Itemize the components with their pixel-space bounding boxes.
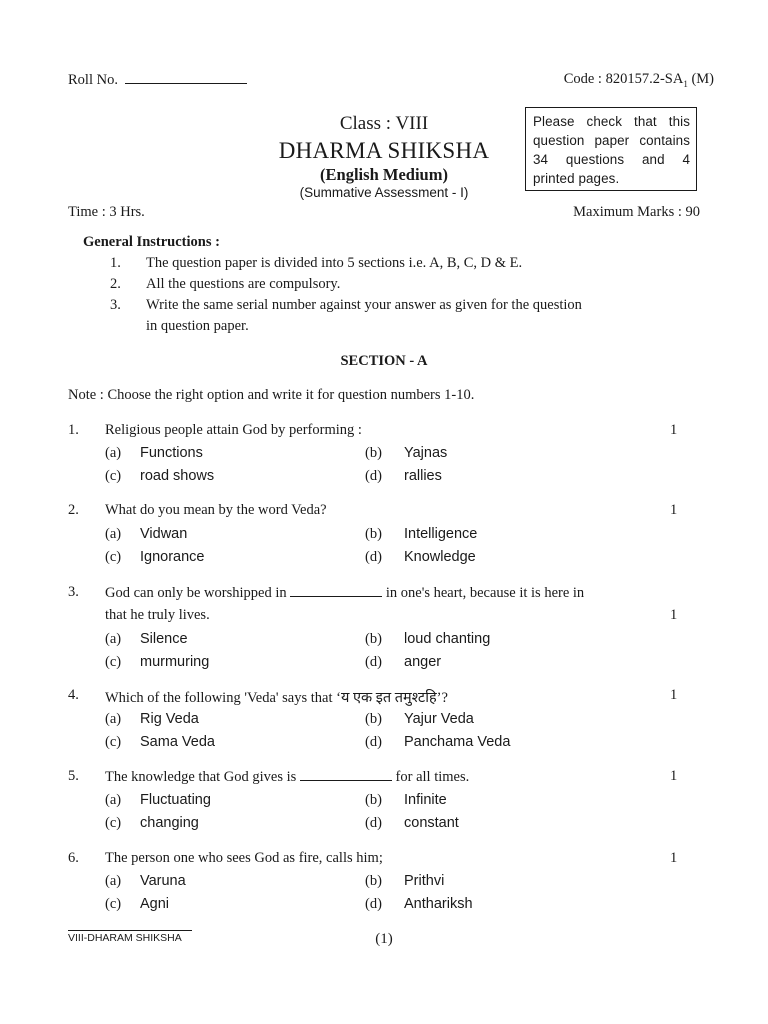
option-text: Prithvi: [404, 873, 445, 889]
question-number: 6.: [68, 850, 79, 866]
option-label: (b): [365, 526, 382, 542]
option-label: (c): [105, 468, 122, 484]
instruction-text: The question paper is divided into 5 sections i.e. A, B, C, D & E.: [146, 255, 523, 271]
question-text-after-blank: in one's heart, because it is here in: [385, 585, 585, 601]
option-label: (d): [365, 654, 382, 670]
question-text: What do you mean by the word Veda?: [105, 502, 327, 518]
subject-title: DHARMA SHIKSHA: [278, 138, 490, 163]
option-text: Knowledge: [404, 549, 476, 565]
roll-number-blank: [125, 71, 247, 84]
question-number: 5.: [68, 768, 79, 784]
option-label: (d): [365, 896, 382, 912]
question-marks: 1: [670, 687, 678, 703]
question-text-before-blank: The knowledge that God gives is: [105, 769, 297, 785]
page-number: (1): [375, 931, 393, 947]
question-marks: 1: [670, 850, 678, 866]
section-heading: SECTION - A: [340, 353, 428, 369]
option-text: Ignorance: [140, 549, 205, 565]
maximum-marks: Maximum Marks : 90: [573, 204, 700, 220]
question-marks: 1: [670, 502, 678, 518]
option-label: (c): [105, 549, 122, 565]
option-label: (a): [105, 792, 122, 808]
option-text: Rig Veda: [140, 711, 199, 727]
instruction-text-continued: in question paper.: [146, 318, 249, 334]
question-text-after-blank: for all times.: [395, 769, 470, 785]
option-text: Functions: [140, 445, 203, 461]
notice-box: Please check that this question paper contains 34 questions and 4 printed pages.: [525, 107, 697, 191]
question-text: [105, 768, 469, 786]
assessment-title: (Summative Assessment - I): [299, 185, 469, 200]
roll-number-field: [68, 71, 247, 89]
question-text: [105, 584, 584, 602]
option-text: constant: [404, 815, 459, 831]
option-text: murmuring: [140, 654, 210, 670]
option-text: loud chanting: [404, 631, 491, 647]
question-marks: 1: [670, 422, 678, 438]
option-text: Silence: [140, 631, 188, 647]
question-text: Religious people attain God by performing :: [105, 422, 362, 438]
option-text: Fluctuating: [140, 792, 211, 808]
option-text: Varuna: [140, 873, 186, 889]
option-label: (d): [365, 468, 382, 484]
option-text: Anthariksh: [404, 896, 473, 912]
option-text: Intelligence: [404, 526, 478, 542]
instructions-heading: General Instructions :: [83, 234, 220, 250]
option-label: (b): [365, 445, 382, 461]
paper-code-subscript: 1: [683, 78, 688, 89]
question-number: 2.: [68, 502, 79, 518]
option-label: (d): [365, 815, 382, 831]
option-label: (b): [365, 711, 382, 727]
fill-in-blank: [290, 584, 382, 597]
option-label: (b): [365, 873, 382, 889]
option-text: road shows: [140, 468, 215, 484]
option-text: Infinite: [404, 792, 447, 808]
option-label: (a): [105, 873, 122, 889]
option-label: (c): [105, 734, 122, 750]
class-title: Class : VIII: [339, 113, 429, 134]
instruction-text: All the questions are compulsory.: [146, 276, 341, 292]
option-text: Yajnas: [404, 445, 448, 461]
option-label: (b): [365, 792, 382, 808]
section-note: Note : Choose the right option and write it for question numbers 1-10.: [68, 387, 475, 403]
question-marks: 1: [670, 607, 678, 623]
option-label: (d): [365, 734, 382, 750]
paper-code-text: Code : 820157.2-SA: [563, 71, 684, 87]
footer-divider: [68, 930, 192, 931]
question-number: 4.: [68, 687, 79, 703]
instruction-number: 2.: [110, 276, 121, 292]
question-text-continued: that he truly lives.: [105, 607, 210, 623]
question-text: The person one who sees God as fire, calls him;: [105, 850, 383, 866]
option-label: (a): [105, 445, 122, 461]
question-text-before-blank: God can only be worshipped in: [105, 585, 287, 601]
option-text: Agni: [140, 896, 170, 912]
option-label: (a): [105, 526, 122, 542]
option-text: Sama Veda: [140, 734, 215, 750]
paper-code-suffix: (M): [687, 71, 714, 87]
option-text: Panchama Veda: [404, 734, 511, 750]
option-text: Yajur Veda: [404, 711, 474, 727]
option-label: (c): [105, 815, 122, 831]
roll-number-label: Roll No.: [68, 72, 118, 88]
question-marks: 1: [670, 768, 678, 784]
option-label: (d): [365, 549, 382, 565]
option-text: rallies: [404, 468, 442, 484]
option-label: (a): [105, 711, 122, 727]
time-allowed: Time : 3 Hrs.: [68, 204, 145, 220]
option-label: (c): [105, 896, 122, 912]
instruction-number: 1.: [110, 255, 121, 271]
option-text: Vidwan: [140, 526, 188, 542]
option-text: anger: [404, 654, 442, 670]
medium-title: (English Medium): [320, 165, 448, 184]
question-number: 3.: [68, 584, 79, 600]
instruction-text: Write the same serial number against your answer as given for the question: [146, 297, 582, 313]
question-text: Which of the following 'Veda' says that ‘य एक इत तमुश्टहि’?: [105, 690, 448, 706]
option-label: (b): [365, 631, 382, 647]
option-text: changing: [140, 815, 199, 831]
question-number: 1.: [68, 422, 79, 438]
fill-in-blank: [300, 768, 392, 781]
instruction-number: 3.: [110, 297, 121, 313]
paper-code: [564, 71, 714, 89]
footer-label: VIII-DHARAM SHIKSHA: [68, 932, 182, 944]
option-label: (c): [105, 654, 122, 670]
option-label: (a): [105, 631, 122, 647]
